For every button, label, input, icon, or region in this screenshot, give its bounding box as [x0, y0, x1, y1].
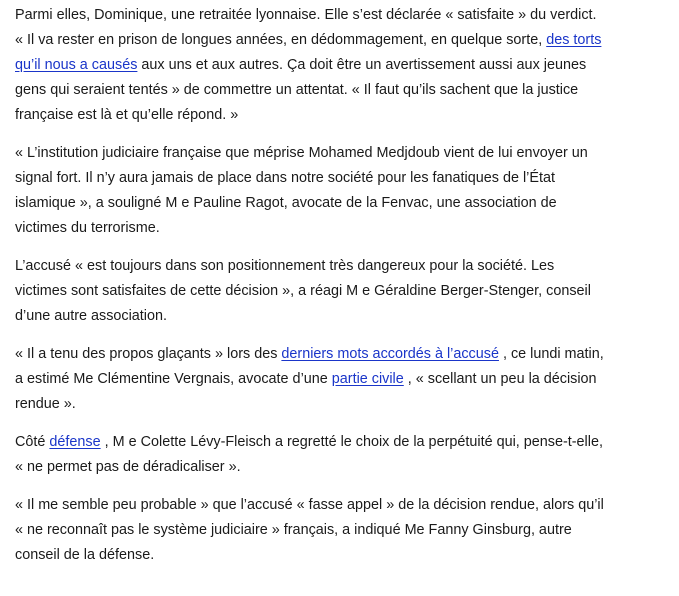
paragraph-text: Parmi elles, Dominique, une retraitée lyonnaise. Elle s’est déclarée « satisfaite » du verdict. « Il va rester en prison de longues années, en dédommagement, en quelque sorte, — [15, 7, 597, 48]
link-defense[interactable]: défense — [49, 434, 101, 450]
paragraph-text: , M e Colette Lévy-Fleisch a regretté le choix de la perpétuité qui, pense-t-elle, « ne permet pas de déradicaliser ». — [15, 434, 603, 475]
paragraph-text: « Il a tenu des propos glaçants » lors des — [15, 346, 282, 362]
paragraph-text: « L’institution judiciaire française que méprise Mohamed Medjdoub vient de lui envoyer un signal fort. Il n’y aura jamais de place dans notre société pour les fanatiques de l’État islamique », a souligné M e Pauline Ragot, avocate de la Fenvac, une association de victimes du terrorisme. — [15, 145, 588, 236]
paragraph-ragot — [15, 141, 605, 241]
link-des-torts[interactable]: des torts qu’il nous a causés — [15, 32, 602, 73]
article-body — [15, 3, 605, 581]
link-partie-civile[interactable]: partie civile — [331, 371, 404, 387]
paragraph-text: , ce lundi matin, a estimé Me Clémentine Vergnais, avocate d’une — [15, 346, 604, 387]
paragraph-vergnais — [15, 342, 605, 417]
paragraph-berger-stenger — [15, 254, 605, 329]
paragraph-ginsburg — [15, 493, 605, 568]
link-derniers-mots[interactable]: derniers mots accordés à l’accusé — [281, 346, 499, 362]
paragraph-levy-fleisch — [15, 430, 605, 480]
paragraph-dominique — [15, 3, 605, 128]
paragraph-text: Côté — [15, 434, 50, 450]
paragraph-text: aux uns et aux autres. Ça doit être un avertissement aussi aux jeunes gens qui seraient tentés » de commettre un attentat. « Il faut qu’ils sachent que la justice française est là et qu’elle répond. » — [15, 57, 587, 123]
paragraph-text: , « scellant un peu la décision rendue ». — [15, 371, 597, 412]
paragraph-text: L’accusé « est toujours dans son positionnement très dangereux pour la société. Les victimes sont satisfaites de cette décision », a réagi M e Géraldine Berger-Stenger, conseil d’une autre association. — [15, 258, 591, 324]
paragraph-text: « Il me semble peu probable » que l’accusé « fasse appel » de la décision rendue, alors qu’il « ne reconnaît pas le système judiciaire » français, a indiqué Me Fanny Ginsburg, autre conseil de la défense. — [15, 497, 604, 563]
